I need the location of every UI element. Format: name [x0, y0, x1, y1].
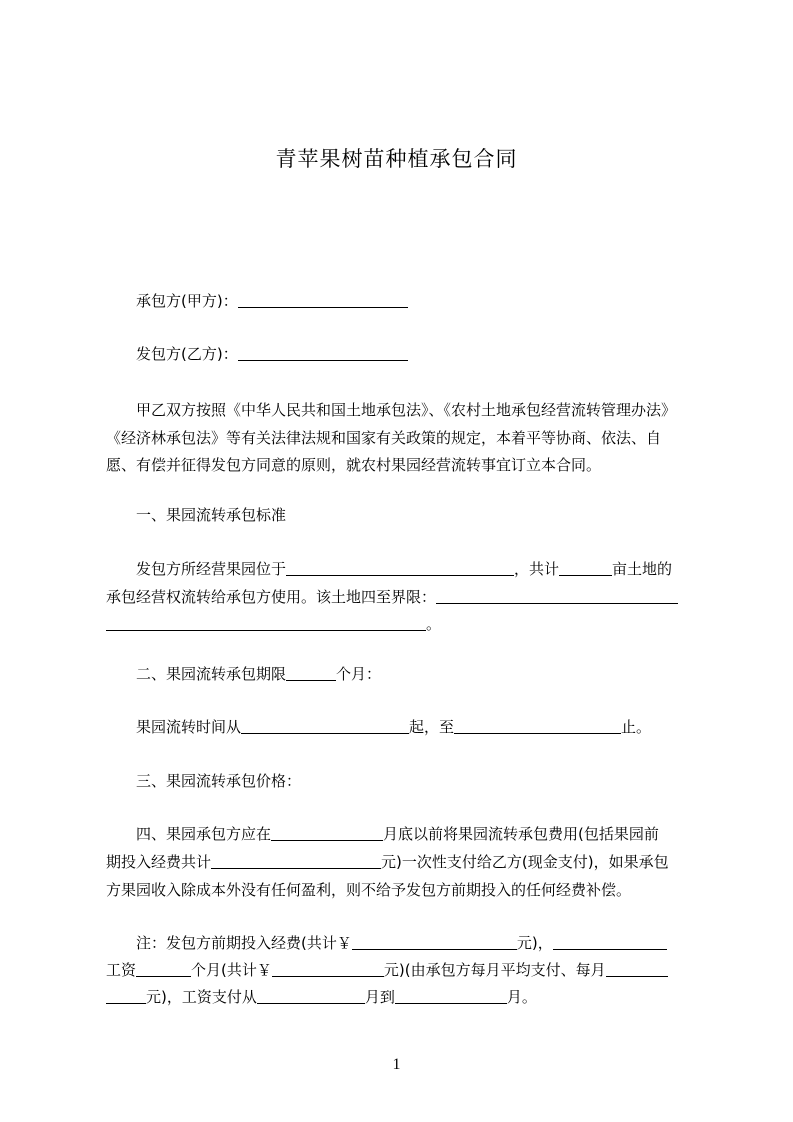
section1-line-1 [136, 559, 706, 579]
preamble-line-1: 甲乙双方按照《中华人民共和国土地承包法》、《农村土地承包经营流转管理办法》 [136, 401, 677, 419]
area-mu-blank[interactable] [559, 560, 612, 576]
note-line-2 [106, 960, 706, 980]
boundary-blank-1[interactable] [436, 588, 678, 604]
section4-line-3: 方果园收入除成本外没有任何盈利，则不给予发包方前期投入的任何经费补偿。 [106, 881, 632, 899]
time-to-label: 起，至 [409, 718, 455, 736]
time-from-blank[interactable] [241, 718, 409, 734]
note-text-f: 月到 [364, 988, 395, 1006]
note-wage-label: 工资 [106, 961, 137, 979]
payment-month-blank[interactable] [271, 825, 383, 841]
party-a-label: 承包方(甲方)： [136, 292, 238, 310]
section4-line-1 [136, 824, 706, 844]
party-b-line [136, 344, 706, 364]
note-text-e: 元)，工资支付从 [146, 988, 257, 1006]
total-investment-blank[interactable] [211, 853, 381, 869]
section4-text-c: 期投入经费共计 [106, 853, 212, 871]
monthly-amount-blank-2[interactable] [106, 988, 146, 1004]
section2-heading-suffix: 个月： [336, 665, 382, 683]
wage-total-blank[interactable] [272, 961, 384, 977]
section1-text-a: 发包方所经营果园位于 [136, 560, 287, 578]
note-text-a: 注：发包方前期投入经费(共计￥ [136, 934, 352, 952]
party-a-line [136, 291, 706, 311]
note-text-d: 元)(由承包方每月平均支付、每月 [383, 961, 606, 979]
note-text-g: 月。 [506, 988, 537, 1006]
note-extra-blank[interactable] [553, 934, 667, 950]
time-from-label: 果园流转时间从 [136, 718, 242, 736]
boundary-blank-2[interactable] [106, 615, 426, 631]
party-a-blank[interactable] [238, 292, 408, 308]
section1-text-c: 亩土地的 [612, 560, 673, 578]
term-months-blank[interactable] [286, 665, 336, 681]
section1-line-3 [106, 614, 706, 634]
section3-heading: 三、果园流转承包价格： [136, 772, 302, 790]
document-title: 青苹果树苗种植承包合同 [275, 147, 518, 171]
preamble-line-3: 愿、有偿并征得发包方同意的原则，就农村果园经营流转事宜订立本合同。 [106, 456, 602, 474]
investment-amount-blank[interactable] [352, 934, 517, 950]
orchard-location-blank[interactable] [286, 560, 514, 576]
preamble-line-2: 《经济林承包法》等有关法律法规和国家有关政策的规定，本着平等协商、依法、自 [106, 429, 662, 447]
section2-time-line [136, 717, 706, 737]
note-text-c: 个月(共计￥ [191, 961, 272, 979]
section1-heading: 一、果园流转承包标准 [136, 506, 287, 524]
party-b-blank[interactable] [238, 345, 408, 361]
section2-heading-text: 二、果园流转承包期限 [136, 665, 287, 683]
section1-line-2 [106, 587, 706, 607]
section4-text-a: 四、果园承包方应在 [136, 825, 272, 843]
section1-end-mark: 。 [426, 615, 442, 633]
section4-line-2 [106, 852, 706, 872]
wage-months-blank[interactable] [136, 961, 191, 977]
monthly-amount-blank-1[interactable] [606, 961, 668, 977]
note-text-b: 元)， [516, 934, 553, 952]
section2-heading [136, 664, 706, 684]
time-to-blank[interactable] [454, 718, 621, 734]
party-b-label: 发包方(乙方)： [136, 345, 238, 363]
section4-text-d: 元)一次性支付给乙方(现金支付)，如果承包 [381, 853, 669, 871]
wage-from-blank[interactable] [257, 988, 365, 1004]
note-line-1 [136, 933, 706, 953]
wage-to-blank[interactable] [395, 988, 507, 1004]
note-line-3 [106, 987, 706, 1007]
section1-text-b: ，共计 [514, 560, 560, 578]
section1-boundary-label: 承包经营权流转给承包方使用。该土地四至界限： [106, 588, 437, 606]
page-number: 1 [392, 1056, 401, 1073]
time-end-label: 止。 [621, 718, 652, 736]
section4-text-b: 月底以前将果园流转承包费用(包括果园前 [383, 825, 659, 843]
